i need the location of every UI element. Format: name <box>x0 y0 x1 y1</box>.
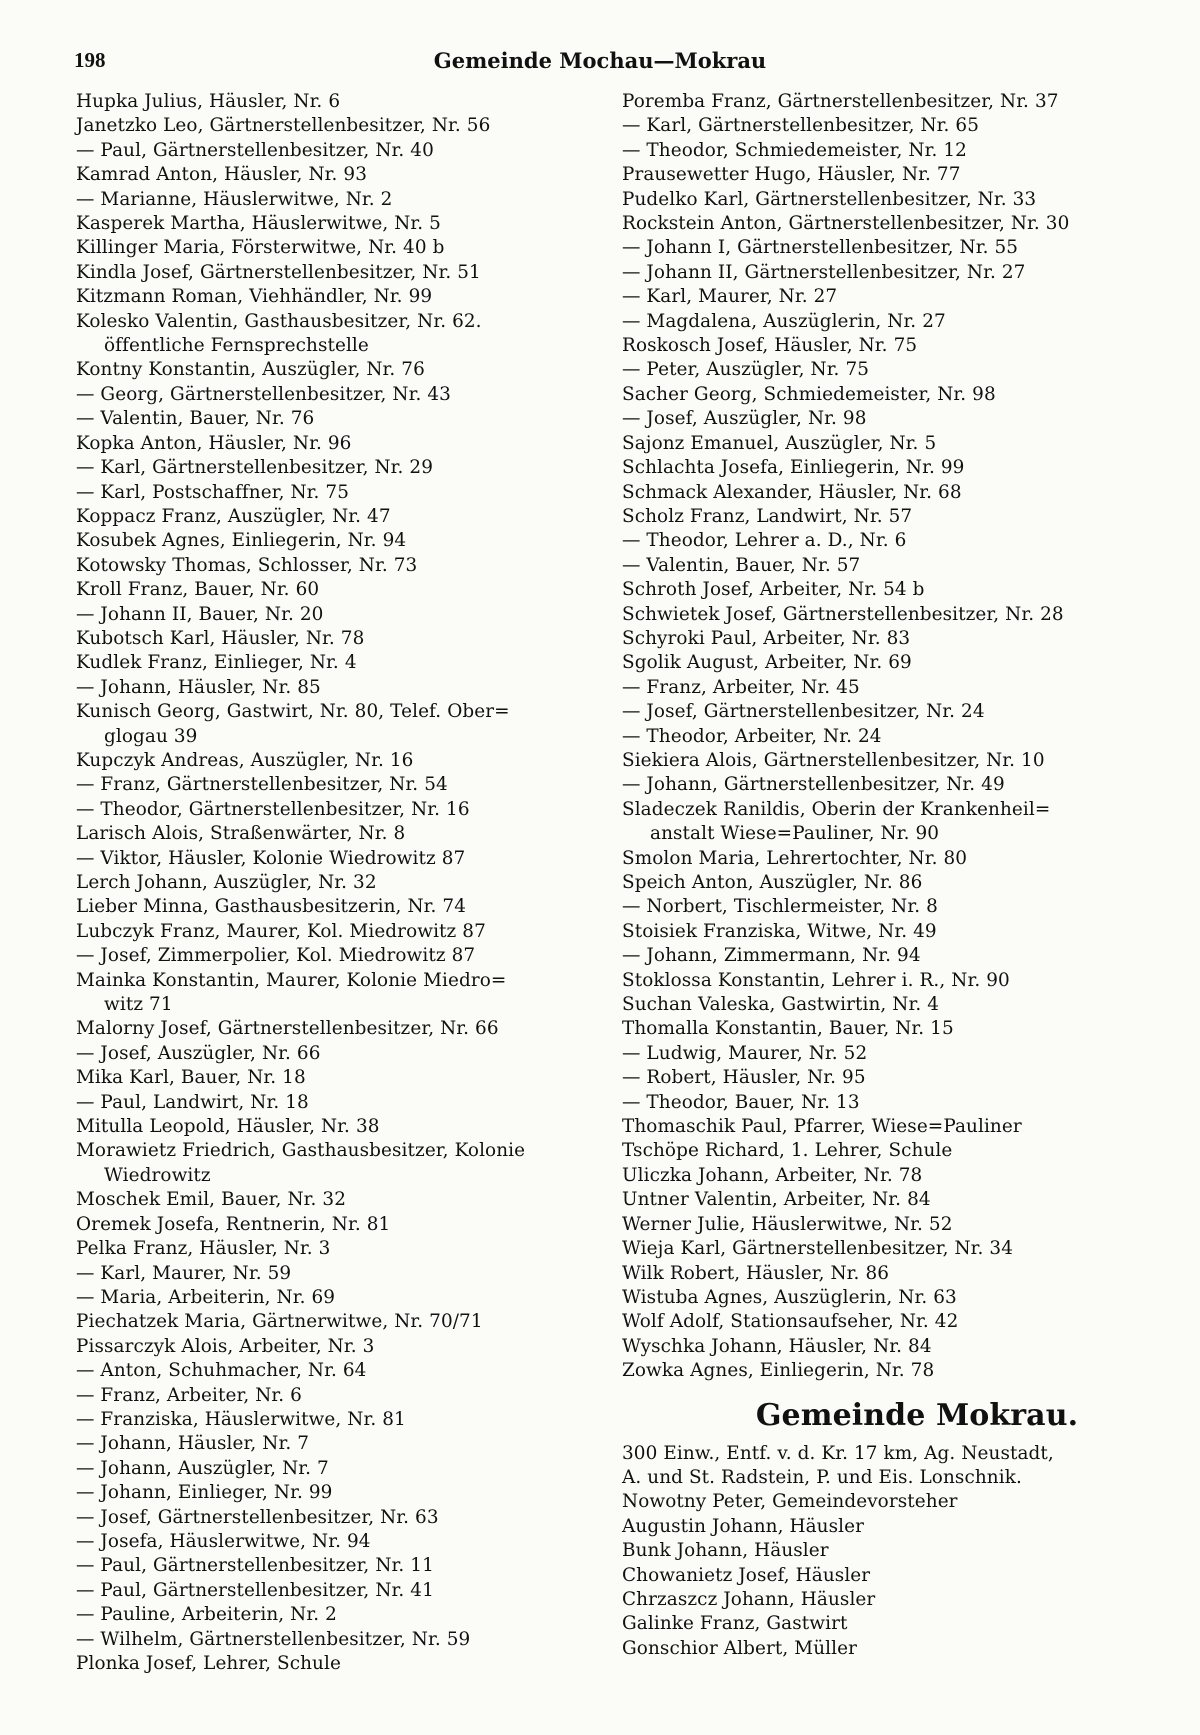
list-entry: — Ludwig, Maurer, Nr. 52 <box>622 1042 868 1064</box>
list-entry: — Pauline, Arbeiterin, Nr. 2 <box>76 1604 337 1626</box>
list-entry: — Anton, Schuhmacher, Nr. 64 <box>76 1360 367 1382</box>
list-entry: — Karl, Gärtnerstellenbesitzer, Nr. 65 <box>622 115 980 137</box>
list-entry: — Johann II, Bauer, Nr. 20 <box>76 603 324 625</box>
list-entry: — Franz, Arbeiter, Nr. 45 <box>622 676 860 698</box>
list-entry: — Franziska, Häuslerwitwe, Nr. 81 <box>76 1408 406 1430</box>
list-entry: Schwietek Josef, Gärtnerstellenbesitzer, Nr. 28 <box>622 603 1064 625</box>
list-entry: 300 Einw., Entf. v. d. Kr. 17 km, Ag. Neustadt, <box>622 1442 1054 1464</box>
list-entry: Plonka Josef, Lehrer, Schule <box>76 1653 341 1674</box>
list-entry: Sacher Georg, Schmiedemeister, Nr. 98 <box>622 383 996 405</box>
list-entry: Janetzko Leo, Gärtnerstellenbesitzer, Nr. 56 <box>76 115 491 137</box>
list-entry: Kasperek Martha, Häuslerwitwe, Nr. 5 <box>76 213 441 235</box>
list-entry: Kosubek Agnes, Einliegerin, Nr. 94 <box>76 530 407 552</box>
list-entry: Kroll Franz, Bauer, Nr. 60 <box>76 579 320 601</box>
list-entry: Speich Anton, Auszügler, Nr. 86 <box>622 872 923 893</box>
section-entries <box>622 1490 1142 1661</box>
list-entry: Kunisch Georg, Gastwirt, Nr. 80, Telef. Ober= <box>76 701 510 723</box>
list-entry: Wolf Adolf, Stationsaufseher, Nr. 42 <box>622 1311 959 1333</box>
list-entry: Tschöpe Richard, 1. Lehrer, Schule <box>622 1140 953 1162</box>
list-entry: A. und St. Radstein, P. und Eis. Lonschnik. <box>622 1466 1022 1488</box>
list-entry: Mitulla Leopold, Häusler, Nr. 38 <box>76 1116 380 1138</box>
list-entry: — Josef, Gärtnerstellenbesitzer, Nr. 24 <box>622 701 985 723</box>
list-entry: — Josef, Auszügler, Nr. 66 <box>76 1042 321 1064</box>
list-entry: Moschek Emil, Bauer, Nr. 32 <box>76 1189 346 1211</box>
page-number: 198 <box>74 48 106 72</box>
list-entry: — Valentin, Bauer, Nr. 57 <box>622 554 861 576</box>
left-column <box>76 90 604 1676</box>
list-entry: Hupka Julius, Häusler, Nr. 6 <box>76 91 341 112</box>
section-info <box>622 1442 1142 1491</box>
list-entry: — Franz, Arbeiter, Nr. 6 <box>76 1384 302 1406</box>
list-entry: Schroth Josef, Arbeiter, Nr. 54 b <box>622 579 925 601</box>
list-entry: Suchan Valeska, Gastwirtin, Nr. 4 <box>622 994 940 1016</box>
list-entry: Piechatzek Maria, Gärtnerwitwe, Nr. 70/71 <box>76 1311 483 1333</box>
list-entry: — Johann, Zimmermann, Nr. 94 <box>622 945 921 967</box>
list-entry: Gonschior Albert, Müller <box>622 1637 857 1659</box>
list-entry: — Peter, Auszügler, Nr. 75 <box>622 359 870 381</box>
list-entry: Kitzmann Roman, Viehhändler, Nr. 99 <box>76 286 433 308</box>
list-entry: Mika Karl, Bauer, Nr. 18 <box>76 1067 306 1089</box>
list-entry: — Paul, Gärtnerstellenbesitzer, Nr. 41 <box>76 1579 434 1601</box>
list-entry: Wilk Robert, Häusler, Nr. 86 <box>622 1262 890 1284</box>
list-entry: Mainka Konstantin, Maurer, Kolonie Miedro= <box>76 969 507 991</box>
list-entry: Smolon Maria, Lehrertochter, Nr. 80 <box>622 847 968 869</box>
list-entry: Siekiera Alois, Gärtnerstellenbesitzer, Nr. 10 <box>622 749 1045 771</box>
running-head: Gemeinde Mochau—Mokrau <box>433 48 767 73</box>
list-entry: Wistuba Agnes, Auszüglerin, Nr. 63 <box>622 1286 957 1308</box>
list-entry: Chrzaszcz Johann, Häusler <box>622 1588 876 1610</box>
list-entry: Thomalla Konstantin, Bauer, Nr. 15 <box>622 1018 954 1040</box>
list-entry: — Magdalena, Auszüglerin, Nr. 27 <box>622 310 946 332</box>
list-entry: Uliczka Johann, Arbeiter, Nr. 78 <box>622 1164 923 1186</box>
list-entry: Killinger Maria, Försterwitwe, Nr. 40 b <box>76 237 445 259</box>
list-entry: Kotowsky Thomas, Schlosser, Nr. 73 <box>76 554 418 576</box>
list-entry: Pissarczyk Alois, Arbeiter, Nr. 3 <box>76 1335 375 1357</box>
list-entry: Sajonz Emanuel, Auszügler, Nr. 5 <box>622 432 937 454</box>
list-entry: Koppacz Franz, Auszügler, Nr. 47 <box>76 505 391 527</box>
list-entry: — Marianne, Häuslerwitwe, Nr. 2 <box>76 188 393 210</box>
list-entry: Zowka Agnes, Einliegerin, Nr. 78 <box>622 1360 935 1382</box>
list-entry: Sgolik August, Arbeiter, Nr. 69 <box>622 652 912 674</box>
list-entry: Augustin Johann, Häusler <box>622 1515 865 1537</box>
list-entry: — Johann, Gärtnerstellenbesitzer, Nr. 49 <box>622 774 1005 796</box>
list-entry: — Karl, Gärtnerstellenbesitzer, Nr. 29 <box>76 457 434 479</box>
list-entry: — Theodor, Bauer, Nr. 13 <box>622 1091 860 1113</box>
list-entry: Bunk Johann, Häusler <box>622 1540 829 1562</box>
list-entry: — Johann, Häusler, Nr. 85 <box>76 676 321 698</box>
list-entry: — Karl, Postschaffner, Nr. 75 <box>76 481 350 503</box>
list-entry: Thomaschik Paul, Pfarrer, Wiese=Pauliner <box>622 1116 1022 1138</box>
list-entry: Kubotsch Karl, Häusler, Nr. 78 <box>76 627 365 649</box>
list-entry: — Georg, Gärtnerstellenbesitzer, Nr. 43 <box>76 383 451 405</box>
list-entry: Kontny Konstantin, Auszügler, Nr. 76 <box>76 359 425 381</box>
list-entry: Pelka Franz, Häusler, Nr. 3 <box>76 1238 331 1260</box>
list-entry: — Josef, Auszügler, Nr. 98 <box>622 408 867 430</box>
list-entry: Untner Valentin, Arbeiter, Nr. 84 <box>622 1189 931 1211</box>
list-entry: Sladeczek Ranildis, Oberin der Krankenheil= <box>622 798 1051 820</box>
list-entry: Poremba Franz, Gärtnerstellenbesitzer, Nr. 37 <box>622 91 1059 112</box>
list-entry: — Johann I, Gärtnerstellenbesitzer, Nr. 55 <box>622 237 1019 259</box>
list-entry: — Theodor, Gärtnerstellenbesitzer, Nr. 16 <box>76 798 470 820</box>
list-entry: Morawietz Friedrich, Gasthausbesitzer, Kolonie <box>76 1140 526 1162</box>
list-entry: öffentliche Fernsprechstelle <box>104 335 369 357</box>
list-entry: Chowanietz Josef, Häusler <box>622 1564 871 1586</box>
list-entry: Rockstein Anton, Gärtnerstellenbesitzer, Nr. 30 <box>622 213 1070 235</box>
list-entry: Nowotny Peter, Gemeindevorsteher <box>622 1491 958 1513</box>
list-entry: — Franz, Gärtnerstellenbesitzer, Nr. 54 <box>76 774 448 796</box>
list-entry: — Johann, Auszügler, Nr. 7 <box>76 1457 329 1479</box>
list-entry: — Johann, Einlieger, Nr. 99 <box>76 1482 333 1504</box>
list-entry: Lieber Minna, Gasthausbesitzerin, Nr. 74 <box>76 896 467 918</box>
right-column <box>622 90 1142 1661</box>
list-entry: Pudelko Karl, Gärtnerstellenbesitzer, Nr. 33 <box>622 188 1037 210</box>
list-entry: Schmack Alexander, Häusler, Nr. 68 <box>622 481 962 503</box>
list-entry: — Theodor, Arbeiter, Nr. 24 <box>622 725 882 747</box>
list-entry: Kopka Anton, Häusler, Nr. 96 <box>76 432 352 454</box>
list-entry: — Johann, Häusler, Nr. 7 <box>76 1433 310 1455</box>
list-entry: Schyroki Paul, Arbeiter, Nr. 83 <box>622 627 911 649</box>
list-entry: — Maria, Arbeiterin, Nr. 69 <box>76 1286 336 1308</box>
list-entry: — Josefa, Häuslerwitwe, Nr. 94 <box>76 1530 371 1552</box>
list-entry: Lubczyk Franz, Maurer, Kol. Miedrowitz 87 <box>76 920 486 942</box>
list-entry: Wieja Karl, Gärtnerstellenbesitzer, Nr. 34 <box>622 1238 1014 1260</box>
list-entry: Larisch Alois, Straßenwärter, Nr. 8 <box>76 823 406 845</box>
list-entry: Malorny Josef, Gärtnerstellenbesitzer, Nr. 66 <box>76 1018 499 1040</box>
list-entry: Kudlek Franz, Einlieger, Nr. 4 <box>76 652 357 674</box>
list-entry: — Josef, Gärtnerstellenbesitzer, Nr. 63 <box>76 1506 439 1528</box>
list-entry: Prausewetter Hugo, Häusler, Nr. 77 <box>622 164 961 186</box>
list-entry: Stoisiek Franziska, Witwe, Nr. 49 <box>622 920 937 942</box>
list-entry: — Theodor, Schmiedemeister, Nr. 12 <box>622 139 967 161</box>
list-entry: Galinke Franz, Gastwirt <box>622 1613 848 1635</box>
list-entry: Lerch Johann, Auszügler, Nr. 32 <box>76 872 377 893</box>
list-entry: — Karl, Maurer, Nr. 59 <box>76 1262 292 1284</box>
list-entry: — Johann II, Gärtnerstellenbesitzer, Nr. 27 <box>622 261 1026 283</box>
list-entry: — Paul, Gärtnerstellenbesitzer, Nr. 11 <box>76 1555 434 1577</box>
list-entry: Kupczyk Andreas, Auszügler, Nr. 16 <box>76 749 414 771</box>
list-entry: Schlachta Josefa, Einliegerin, Nr. 99 <box>622 457 965 479</box>
list-entry: — Theodor, Lehrer a. D., Nr. 6 <box>622 530 907 552</box>
list-entry: Oremek Josefa, Rentnerin, Nr. 81 <box>76 1213 391 1235</box>
right-entries <box>622 90 1142 1384</box>
list-entry: — Viktor, Häusler, Kolonie Wiedrowitz 87 <box>76 847 466 869</box>
list-entry: witz 71 <box>104 994 173 1016</box>
list-entry: — Paul, Gärtnerstellenbesitzer, Nr. 40 <box>76 139 434 161</box>
list-entry: Wyschka Johann, Häusler, Nr. 84 <box>622 1335 932 1357</box>
list-entry: anstalt Wiese=Pauliner, Nr. 90 <box>650 823 940 845</box>
section-title: Gemeinde Mokrau. <box>755 1397 1079 1433</box>
list-entry: — Josef, Zimmerpolier, Kol. Miedrowitz 87 <box>76 945 476 967</box>
list-entry: — Karl, Maurer, Nr. 27 <box>622 286 838 308</box>
list-entry: glogau 39 <box>104 725 198 747</box>
list-entry: — Valentin, Bauer, Nr. 76 <box>76 408 315 430</box>
list-entry: — Wilhelm, Gärtnerstellenbesitzer, Nr. 59 <box>76 1628 471 1650</box>
list-entry: Stoklossa Konstantin, Lehrer i. R., Nr. 90 <box>622 969 1010 991</box>
list-entry: — Paul, Landwirt, Nr. 18 <box>76 1091 309 1113</box>
list-entry: — Robert, Häusler, Nr. 95 <box>622 1067 866 1089</box>
list-entry: Kolesko Valentin, Gasthausbesitzer, Nr. 62. <box>76 310 482 332</box>
list-entry: Werner Julie, Häuslerwitwe, Nr. 52 <box>622 1213 953 1235</box>
list-entry: Kindla Josef, Gärtnerstellenbesitzer, Nr. 51 <box>76 261 481 283</box>
list-entry: Kamrad Anton, Häusler, Nr. 93 <box>76 164 368 186</box>
list-entry: Wiedrowitz <box>104 1164 211 1186</box>
list-entry: Roskosch Josef, Häusler, Nr. 75 <box>622 335 918 357</box>
list-entry: — Norbert, Tischlermeister, Nr. 8 <box>622 896 938 918</box>
list-entry: Scholz Franz, Landwirt, Nr. 57 <box>622 505 913 527</box>
